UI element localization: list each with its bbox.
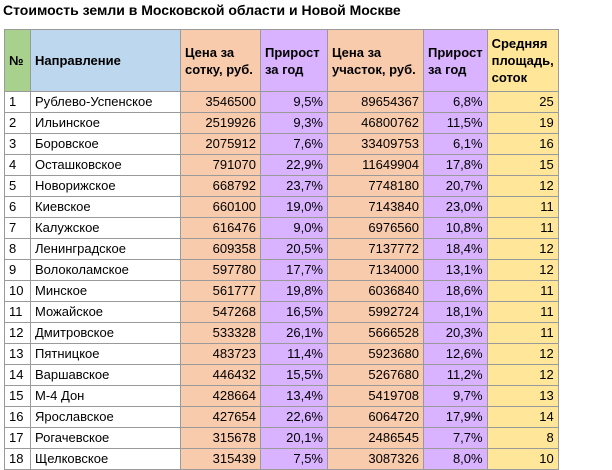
cell-direction[interactable]: Боровское bbox=[31, 134, 181, 155]
table-row bbox=[5, 134, 559, 155]
cell-price-plot[interactable]: 5666528 bbox=[328, 323, 424, 344]
table-row bbox=[5, 92, 559, 113]
cell-growth-2[interactable]: 18,6% bbox=[424, 281, 488, 302]
cell-avg-area[interactable]: 13 bbox=[487, 386, 558, 407]
sheet-title: Стоимость земли в Московской области и Новой Москве bbox=[3, 2, 401, 18]
cell-direction[interactable]: Щелковское bbox=[31, 449, 181, 470]
cell-growth-1[interactable]: 17,7% bbox=[261, 260, 328, 281]
cell-num[interactable]: 11 bbox=[5, 302, 31, 323]
cell-direction[interactable]: Ильинское bbox=[31, 113, 181, 134]
header-price-plot[interactable]: Цена за участок, руб. bbox=[328, 30, 424, 92]
cell-growth-1[interactable]: 9,5% bbox=[261, 92, 328, 113]
cell-growth-1[interactable]: 9,3% bbox=[261, 113, 328, 134]
cell-avg-area[interactable]: 16 bbox=[487, 134, 558, 155]
cell-avg-area[interactable]: 11 bbox=[487, 197, 558, 218]
cell-num[interactable]: 1 bbox=[5, 92, 31, 113]
cell-growth-2[interactable]: 11,2% bbox=[424, 365, 488, 386]
cell-growth-1[interactable]: 19,0% bbox=[261, 197, 328, 218]
cell-num[interactable]: 10 bbox=[5, 281, 31, 302]
cell-price-plot[interactable]: 6036840 bbox=[328, 281, 424, 302]
cell-num[interactable]: 5 bbox=[5, 176, 31, 197]
cell-num[interactable]: 16 bbox=[5, 407, 31, 428]
cell-num[interactable]: 3 bbox=[5, 134, 31, 155]
cell-price-sotka[interactable]: 791070 bbox=[181, 155, 261, 176]
cell-num[interactable]: 2 bbox=[5, 113, 31, 134]
cell-growth-2[interactable]: 8,0% bbox=[424, 449, 488, 470]
cell-avg-area[interactable]: 12 bbox=[487, 176, 558, 197]
cell-price-sotka[interactable]: 427654 bbox=[181, 407, 261, 428]
cell-growth-1[interactable]: 7,5% bbox=[261, 449, 328, 470]
cell-avg-area[interactable]: 11 bbox=[487, 302, 558, 323]
cell-direction[interactable]: Дмитровское bbox=[31, 323, 181, 344]
cell-price-sotka[interactable]: 668792 bbox=[181, 176, 261, 197]
header-avg-area[interactable]: Средняя площадь, соток bbox=[487, 30, 558, 92]
cell-price-sotka[interactable]: 446432 bbox=[181, 365, 261, 386]
cell-direction[interactable]: Пятницкое bbox=[31, 344, 181, 365]
cell-price-plot[interactable]: 5267680 bbox=[328, 365, 424, 386]
cell-growth-2[interactable]: 23,0% bbox=[424, 197, 488, 218]
cell-num[interactable]: 8 bbox=[5, 239, 31, 260]
cell-direction[interactable]: Можайское bbox=[31, 302, 181, 323]
cell-price-plot[interactable]: 33409753 bbox=[328, 134, 424, 155]
cell-growth-1[interactable]: 16,5% bbox=[261, 302, 328, 323]
cell-direction[interactable]: Новорижское bbox=[31, 176, 181, 197]
cell-direction[interactable]: Осташковское bbox=[31, 155, 181, 176]
table-row bbox=[5, 386, 559, 407]
cell-price-sotka[interactable]: 547268 bbox=[181, 302, 261, 323]
cell-price-sotka[interactable]: 3546500 bbox=[181, 92, 261, 113]
cell-price-plot[interactable]: 7137772 bbox=[328, 239, 424, 260]
cell-price-plot[interactable]: 11649904 bbox=[328, 155, 424, 176]
table-row bbox=[5, 239, 559, 260]
cell-avg-area[interactable]: 11 bbox=[487, 218, 558, 239]
table-row bbox=[5, 197, 559, 218]
cell-direction[interactable]: М-4 Дон bbox=[31, 386, 181, 407]
cell-price-sotka[interactable]: 609358 bbox=[181, 239, 261, 260]
cell-avg-area[interactable]: 14 bbox=[487, 407, 558, 428]
cell-price-plot[interactable]: 3087326 bbox=[328, 449, 424, 470]
header-row bbox=[5, 30, 559, 92]
cell-growth-2[interactable]: 11,5% bbox=[424, 113, 488, 134]
table-row bbox=[5, 281, 559, 302]
cell-growth-1[interactable]: 20,5% bbox=[261, 239, 328, 260]
table-row bbox=[5, 155, 559, 176]
cell-price-sotka[interactable]: 660100 bbox=[181, 197, 261, 218]
cell-direction[interactable]: Рогачевское bbox=[31, 428, 181, 449]
cell-avg-area[interactable]: 8 bbox=[487, 428, 558, 449]
cell-growth-2[interactable]: 7,7% bbox=[424, 428, 488, 449]
cell-price-sotka[interactable]: 2519926 bbox=[181, 113, 261, 134]
header-num[interactable]: № bbox=[5, 30, 31, 92]
table-row bbox=[5, 176, 559, 197]
cell-growth-1[interactable]: 11,4% bbox=[261, 344, 328, 365]
cell-avg-area[interactable]: 12 bbox=[487, 344, 558, 365]
cell-avg-area[interactable]: 12 bbox=[487, 239, 558, 260]
cell-price-sotka[interactable]: 2075912 bbox=[181, 134, 261, 155]
cell-growth-1[interactable]: 22,6% bbox=[261, 407, 328, 428]
cell-num[interactable]: 15 bbox=[5, 386, 31, 407]
cell-num[interactable]: 9 bbox=[5, 260, 31, 281]
cell-price-sotka[interactable]: 428664 bbox=[181, 386, 261, 407]
cell-price-sotka[interactable]: 597780 bbox=[181, 260, 261, 281]
cell-price-plot[interactable]: 5419708 bbox=[328, 386, 424, 407]
cell-growth-1[interactable]: 15,5% bbox=[261, 365, 328, 386]
table-row bbox=[5, 302, 559, 323]
cell-avg-area[interactable]: 19 bbox=[487, 113, 558, 134]
cell-price-sotka[interactable]: 483723 bbox=[181, 344, 261, 365]
cell-growth-2[interactable]: 6,1% bbox=[424, 134, 488, 155]
header-direction[interactable]: Направление bbox=[31, 30, 181, 92]
cell-num[interactable]: 6 bbox=[5, 197, 31, 218]
cell-num[interactable]: 13 bbox=[5, 344, 31, 365]
cell-growth-2[interactable]: 12,6% bbox=[424, 344, 488, 365]
cell-avg-area[interactable]: 10 bbox=[487, 449, 558, 470]
header-growth-2[interactable]: Прирост за год bbox=[424, 30, 488, 92]
cell-growth-1[interactable]: 20,1% bbox=[261, 428, 328, 449]
cell-growth-1[interactable]: 9,0% bbox=[261, 218, 328, 239]
table-row bbox=[5, 323, 559, 344]
cell-direction[interactable]: Киевское bbox=[31, 197, 181, 218]
cell-avg-area[interactable]: 11 bbox=[487, 323, 558, 344]
cell-growth-1[interactable]: 26,1% bbox=[261, 323, 328, 344]
table-body bbox=[5, 92, 559, 470]
cell-num[interactable]: 14 bbox=[5, 365, 31, 386]
cell-avg-area[interactable]: 25 bbox=[487, 92, 558, 113]
cell-growth-2[interactable]: 13,1% bbox=[424, 260, 488, 281]
cell-avg-area[interactable]: 11 bbox=[487, 281, 558, 302]
cell-growth-2[interactable]: 17,9% bbox=[424, 407, 488, 428]
table-row bbox=[5, 407, 559, 428]
table-row bbox=[5, 428, 559, 449]
cell-growth-2[interactable]: 6,8% bbox=[424, 92, 488, 113]
cell-price-plot[interactable]: 2486545 bbox=[328, 428, 424, 449]
cell-direction[interactable]: Рублево-Успенское bbox=[31, 92, 181, 113]
table-row bbox=[5, 260, 559, 281]
cell-growth-1[interactable]: 19,8% bbox=[261, 281, 328, 302]
cell-price-sotka[interactable]: 616476 bbox=[181, 218, 261, 239]
cell-direction[interactable]: Калужское bbox=[31, 218, 181, 239]
cell-price-plot[interactable]: 7748180 bbox=[328, 176, 424, 197]
cell-price-plot[interactable]: 7143840 bbox=[328, 197, 424, 218]
table-row bbox=[5, 449, 559, 470]
cell-growth-1[interactable]: 23,7% bbox=[261, 176, 328, 197]
cell-growth-2[interactable]: 20,3% bbox=[424, 323, 488, 344]
table-row bbox=[5, 113, 559, 134]
cell-growth-2[interactable]: 17,8% bbox=[424, 155, 488, 176]
cell-price-plot[interactable]: 7134000 bbox=[328, 260, 424, 281]
cell-avg-area[interactable]: 12 bbox=[487, 260, 558, 281]
cell-num[interactable]: 7 bbox=[5, 218, 31, 239]
land-price-table bbox=[4, 29, 559, 470]
cell-growth-2[interactable]: 18,4% bbox=[424, 239, 488, 260]
cell-price-sotka[interactable]: 533328 bbox=[181, 323, 261, 344]
cell-growth-2[interactable]: 18,1% bbox=[424, 302, 488, 323]
table-row bbox=[5, 344, 559, 365]
header-growth-1[interactable]: Прирост за год bbox=[261, 30, 328, 92]
cell-num[interactable]: 17 bbox=[5, 428, 31, 449]
cell-growth-1[interactable]: 22,9% bbox=[261, 155, 328, 176]
cell-num[interactable]: 4 bbox=[5, 155, 31, 176]
cell-growth-1[interactable]: 7,6% bbox=[261, 134, 328, 155]
cell-direction[interactable]: Варшавское bbox=[31, 365, 181, 386]
cell-price-sotka[interactable]: 315678 bbox=[181, 428, 261, 449]
cell-num[interactable]: 18 bbox=[5, 449, 31, 470]
cell-direction[interactable]: Волоколамское bbox=[31, 260, 181, 281]
cell-price-plot[interactable]: 46800762 bbox=[328, 113, 424, 134]
cell-price-plot[interactable]: 6976560 bbox=[328, 218, 424, 239]
cell-growth-2[interactable]: 9,7% bbox=[424, 386, 488, 407]
cell-price-plot[interactable]: 5992724 bbox=[328, 302, 424, 323]
cell-num[interactable]: 12 bbox=[5, 323, 31, 344]
cell-direction[interactable]: Ленинградское bbox=[31, 239, 181, 260]
cell-direction[interactable]: Минское bbox=[31, 281, 181, 302]
cell-price-sotka[interactable]: 561777 bbox=[181, 281, 261, 302]
cell-avg-area[interactable]: 15 bbox=[487, 155, 558, 176]
header-price-sotka[interactable]: Цена за сотку, руб. bbox=[181, 30, 261, 92]
cell-price-plot[interactable]: 6064720 bbox=[328, 407, 424, 428]
cell-price-plot[interactable]: 5923680 bbox=[328, 344, 424, 365]
cell-price-plot[interactable]: 89654367 bbox=[328, 92, 424, 113]
cell-growth-2[interactable]: 20,7% bbox=[424, 176, 488, 197]
cell-direction[interactable]: Ярославское bbox=[31, 407, 181, 428]
table-row bbox=[5, 365, 559, 386]
table-row bbox=[5, 218, 559, 239]
cell-price-sotka[interactable]: 315439 bbox=[181, 449, 261, 470]
cell-growth-1[interactable]: 13,4% bbox=[261, 386, 328, 407]
cell-avg-area[interactable]: 12 bbox=[487, 365, 558, 386]
cell-growth-2[interactable]: 10,8% bbox=[424, 218, 488, 239]
